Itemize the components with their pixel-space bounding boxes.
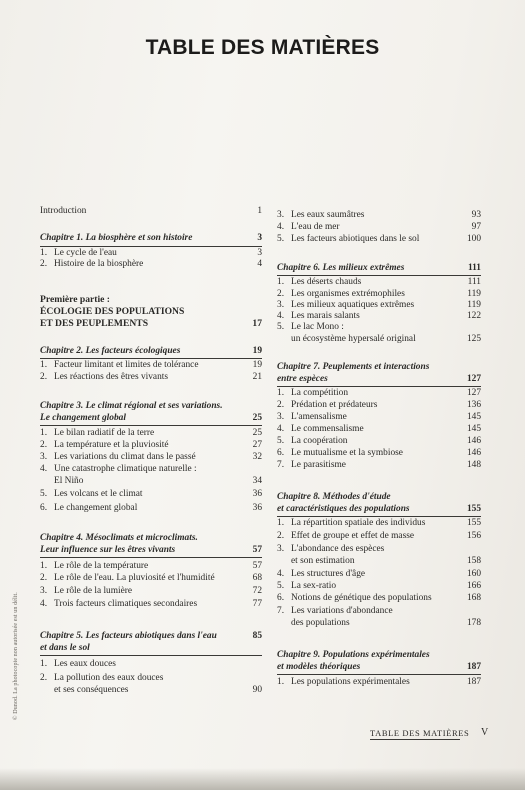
chapter-divider <box>40 425 262 426</box>
chapter-divider <box>40 246 262 247</box>
chapter-divider <box>277 386 481 387</box>
footer-page-number: V <box>481 727 489 738</box>
chapter-divider <box>277 674 481 675</box>
page-edge-shadow <box>0 768 525 790</box>
chapter-divider <box>40 655 262 656</box>
copyright-side-note: © Dunod. La photocopie non autorisée est un délit. <box>13 592 19 720</box>
footer-label: TABLE DES MATIÈRES <box>370 728 470 738</box>
book-page: TABLE DES MATIÈRES © Dunod. La photocopie non autorisée est un délit. Introduction 1 Chapitre 1. La biosphère et son histoire 3 1. Le cycle de l'eau 3 2. Histoire de la biosphère 4 Première partie : ÉCOLOGIE DES POPULATIONS ET DES PEUPLEMENTS 17 Chapitre 2. Les facteurs écologiques 19 1. Facteur limitant et limites de tolérance 19 2. Les réactions des êtres vivants 21 Chapitre 3. Le climat régional et ses variations. Le changement global 25 1. Le bilan radiatif de la terre 25 2. La température et la pluviosité 27 3. Les variations du climat dans le passé 32 4. Une catastrophe climatique naturelle : El Niño 34 5. Les volcans et le climat 36 6. Le changement global 36 Chapitre 4. Mésoclimats et microclimats. Leur influence sur les êtres vivants 57 1. Le rôle de la température 57 2. Le rôle de l'eau. La pluviosité et l'humidité 68 3. Le rôle de la lumière 72 4. Trois facteurs climatiques secondaires 77 Chapitre 5. Les facteurs abiotiques dans l'eau 85 et dans le sol 1. Les eaux douces 2. La pollution des eaux douces et ses conséquences 90 3. Les eaux saumâtres 93 4. L'eau de mer 97 5. Les facteurs abiotiques dans le sol 100 Chapitre 6. Les milieux extrêmes 111 1. Les déserts chauds 111 2. Les organismes extrémophiles 119 3. Les milieux aquatiques extrêmes 119 4. Les marais salants 122 5. Le lac Mono : un écosystème hypersalé original 125 Chapitre 7. Peuplements et interactions entre espèces 127 1. La compétition 127 2. Prédation et prédateurs 136 3. L'amensalisme 145 4. Le commensalisme 145 5. La coopération 146 6. Le mutualisme et la symbiose 146 7. Le parasitisme 148 Chapitre 8. Méthodes d'étude et caractéristiques des populations 155 1. La répartition spatiale des individus 155 2. Effet de groupe et effet de masse 156 3. L'abondance des espèces et son estimation 158 4. Les structures d'âge 160 5. La sex-ratio 166 6. Notions de génétique des populations 168 7. Les variations d'abondance des populations 178 Chapitre 9. Populations expérimentales et modèles théoriques 187 1. Les populations expérimentales 187 TABLE DES MATIÈRES V <box>0 0 525 790</box>
chapter-divider <box>277 516 481 517</box>
page-title: TABLE DES MATIÈRES <box>145 36 380 59</box>
chapter-divider <box>40 557 262 558</box>
footer-underline <box>370 739 460 740</box>
chapter-divider <box>277 275 481 276</box>
chapter-divider <box>40 358 262 359</box>
